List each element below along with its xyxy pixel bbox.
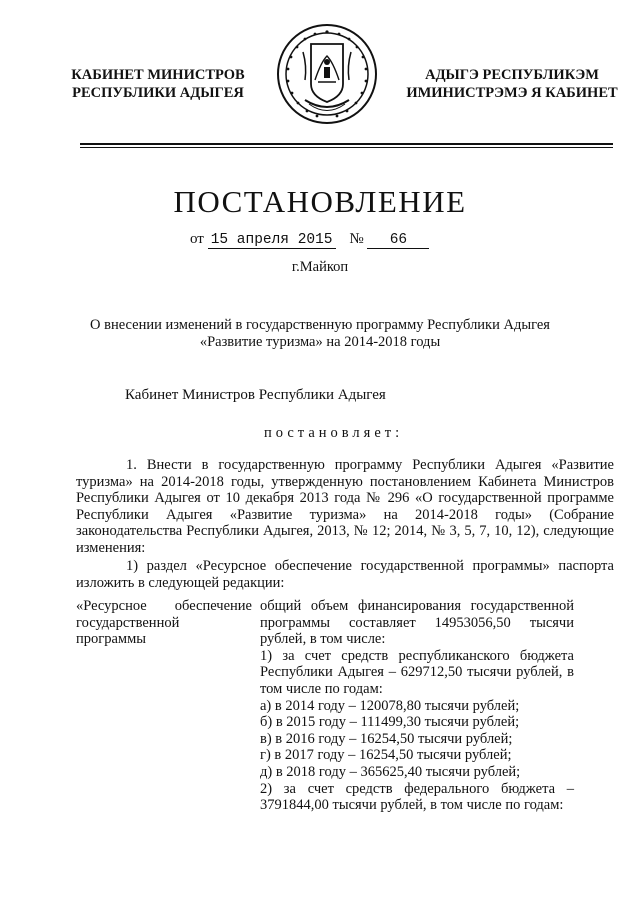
funding-total: общий объем финансирования государственной программы составляет 14953056,50 тысячи рублей, в том числе: <box>260 598 574 648</box>
table-cell-content <box>260 598 574 814</box>
header-line: КАБИНЕТ МИНИСТРОВ <box>71 67 245 83</box>
paragraph-2: 1) раздел «Ресурсное обеспечение государственной программы» паспорта изложить в следующей редакции: <box>76 558 614 591</box>
funding-year-item: г) в 2017 году – 16254,50 тысячи рублей; <box>260 747 512 764</box>
date-number-line <box>190 231 450 249</box>
header-line: РЕСПУБЛИКИ АДЫГЕЯ <box>72 85 244 101</box>
header-line: АДЫГЭ РЕСПУБЛИКЭМ <box>425 67 599 83</box>
issuer-header-adyghe <box>392 66 632 102</box>
issuer-statement: Кабинет Министров Республики Адыгея <box>125 387 386 403</box>
document-title: ПОСТАНОВЛЕНИЕ <box>173 184 467 219</box>
funding-federal: 2) за счет средств федерального бюджета – 3791844,00 тысячи рублей, в том числе по годам: <box>260 780 574 814</box>
issuer-header-russian <box>58 66 258 102</box>
date-prefix: от <box>190 231 204 247</box>
funding-year-item: д) в 2018 году – 365625,40 тысячи рублей; <box>260 763 521 780</box>
header-divider-thick <box>80 143 613 145</box>
number-prefix: № <box>349 231 364 247</box>
table-cell-label: «Ресурсное обеспечение государственной программы <box>76 598 252 648</box>
paragraph-1 <box>76 457 614 557</box>
header-line: ИМИНИСТРЭМЭ Я КАБИНЕТ <box>406 85 618 101</box>
funding-year-item: в) в 2016 году – 16254,50 тысячи рублей; <box>260 730 513 747</box>
decree-word: постановляет: <box>264 425 404 441</box>
funding-year-item: а) в 2014 году – 120078,80 тысячи рублей; <box>260 697 520 714</box>
funding-regional: 1) за счет средств республиканского бюджета Республики Адыгея – 629712,50 тысячи рублей, в том числе по годам: <box>260 647 574 697</box>
city-name: г.Майкоп <box>291 259 349 275</box>
funding-year-item: б) в 2015 году – 111499,30 тысячи рублей; <box>260 714 520 731</box>
paragraph-text: 1. Внести в государственную программу Республики Адыгея «Развитие туризма» на 2014-2018 годы, утвержденную постановлением Кабинета Министров Республики Адыгея от 10 декабря 2013 года № 296 «О государственной программе Республики Адыгея «Развитие туризма» на 2014-2018 годы» (Собрание законодательства Республики Адыгея, 2013, № 12; 2014, № 3, 5, 7, 10, 12), следующие изменения: <box>76 457 614 556</box>
date-value: 15 апреля 2015 <box>208 232 336 249</box>
number-value: 66 <box>367 232 429 249</box>
coat-of-arms-icon <box>275 22 379 126</box>
document-subject: О внесении изменений в государственную программу Республики Адыгея «Развитие туризма» на 2014-2018 годы <box>90 317 550 350</box>
header-divider-thin <box>80 147 613 148</box>
